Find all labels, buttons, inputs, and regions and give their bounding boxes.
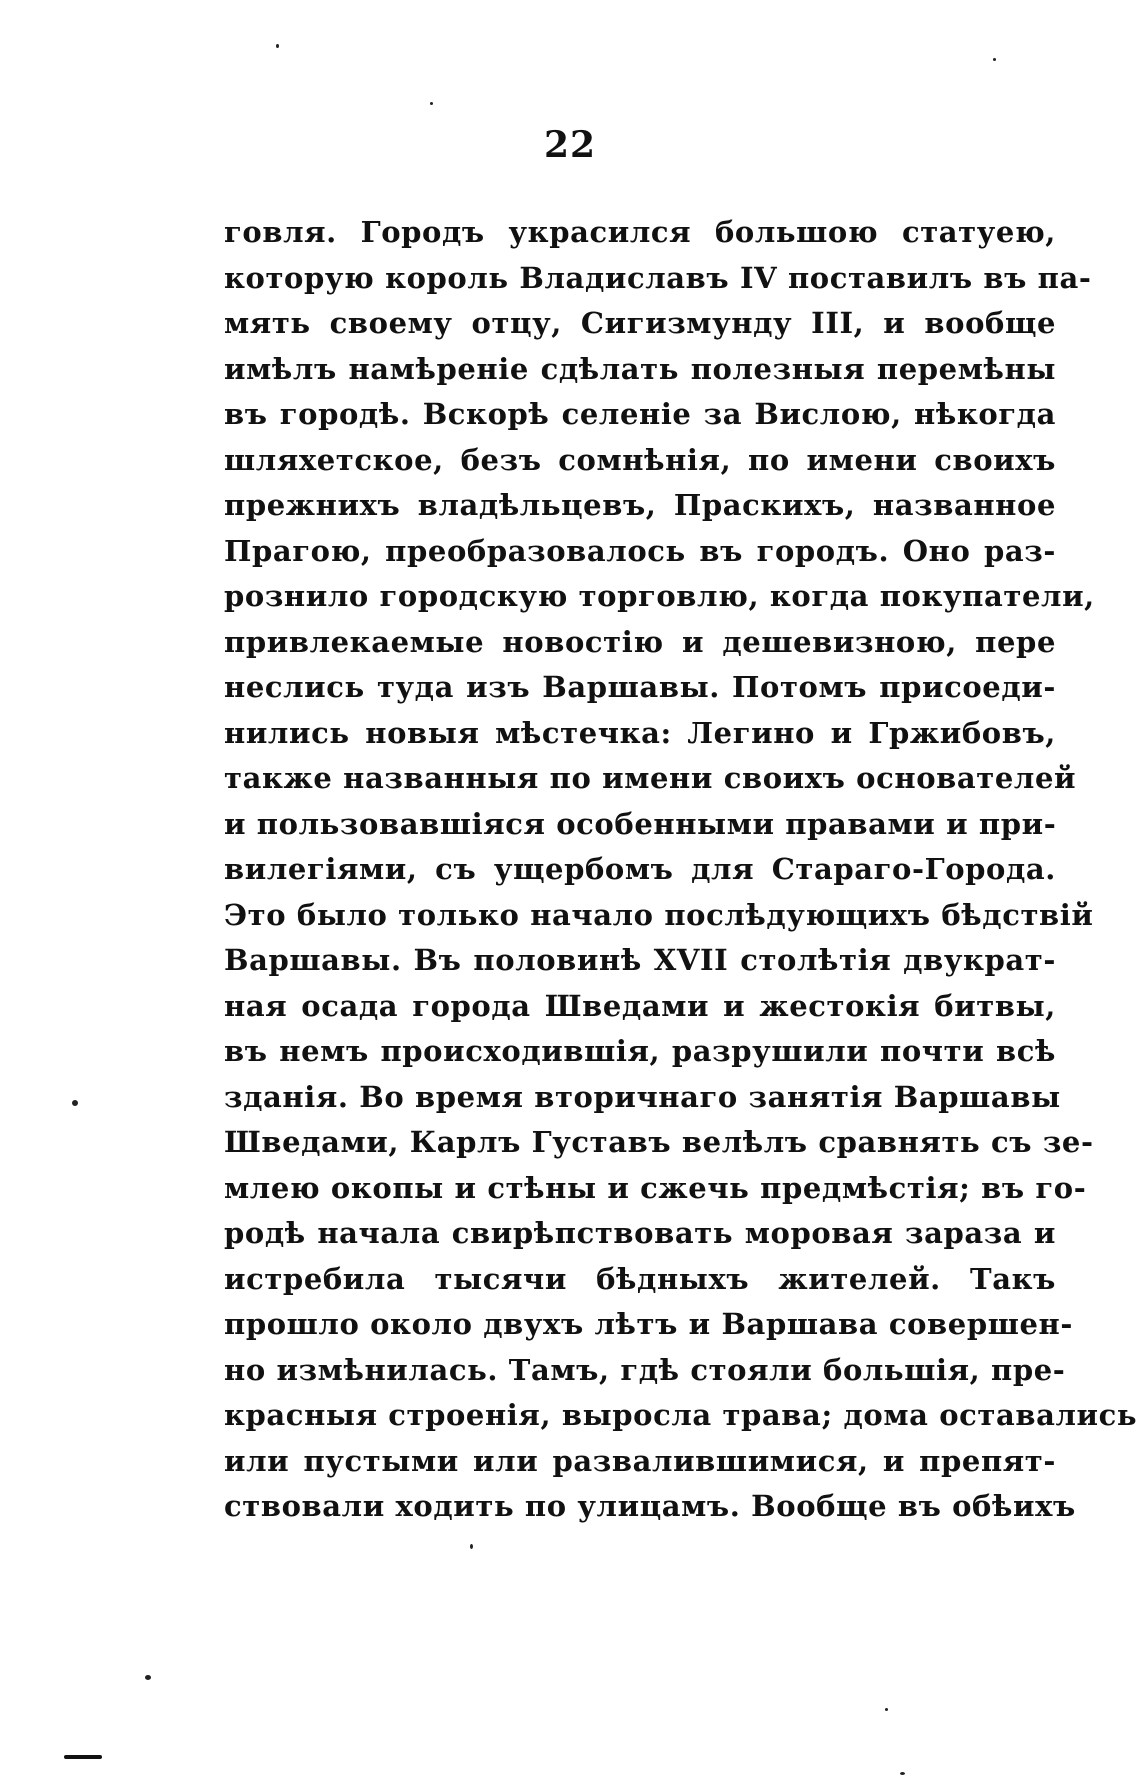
scan-speck (72, 1100, 78, 1106)
text-line: шляхетское, безъ сомнѣнія, по имени своихъ (224, 442, 1056, 477)
scan-speck (276, 44, 279, 48)
text-line: или пустыми или развалившимися, и препят- (224, 1443, 1056, 1478)
text-line: прежнихъ владѣльцевъ, Праскихъ, названное (224, 488, 1056, 522)
text-line: ная осада города Шведами и жестокія битвы, (224, 988, 1056, 1023)
text-line: зданія. Во время вторичнаго занятія Варшавы (224, 1079, 1061, 1114)
text-line: мять своему отцу, Сигизмунду III, и вообще (224, 306, 1056, 340)
text-line: имѣлъ намѣреніе сдѣлать полезныя перемѣны (224, 351, 1056, 386)
text-line: рознило городскую торговлю, когда покупатели, (224, 579, 1095, 613)
text-line: вилегіями, съ ущербомъ для Стараго-Города. (224, 852, 1056, 886)
text-line: Шведами, Карлъ Густавъ велѣлъ сравнять съ зе- (224, 1125, 1094, 1159)
scan-speck (993, 58, 996, 61)
text-line: Прагою, преобразовалось въ городъ. Оно раз- (224, 533, 1056, 568)
scan-speck (430, 102, 433, 105)
text-line: говля. Городъ украсился большою статуею, (224, 215, 1056, 249)
page-number: 22 (543, 124, 597, 166)
text-line: нились новыя мѣстечка: Легино и Гржибовъ, (224, 715, 1056, 750)
text-line: и пользовавшіяся особенными правами и при- (224, 806, 1057, 841)
text-line: ствовали ходить по улицамъ. Вообще въ обѣихъ (224, 1489, 1076, 1523)
scan-speck (470, 1544, 473, 1549)
text-line: Это было только начало послѣдующихъ бѣдствій (224, 897, 1094, 932)
body-text (224, 210, 1138, 1530)
text-line: Варшавы. Въ половинѣ XVII столѣтія двукрат- (224, 943, 1056, 977)
text-line: въ немъ происходившія, разрушили почти всѣ (224, 1034, 1056, 1068)
text-line: красныя строенія, выросла трава; дома оставались (224, 1398, 1138, 1432)
text-line: неслись туда изъ Варшавы. Потомъ присоеди- (224, 670, 1056, 704)
scan-speck (900, 1772, 905, 1775)
scan-mark (64, 1755, 102, 1759)
text-line: родѣ начала свирѣпствовать моровая зараза и (224, 1216, 1056, 1250)
scan-speck (885, 1708, 888, 1711)
text-line: истребила тысячи бѣдныхъ жителей. Такъ (224, 1261, 1056, 1296)
text-line: которую король Владиславъ IV поставилъ въ па- (224, 260, 1092, 295)
text-line: въ городѣ. Вскорѣ селеніе за Вислою, нѣкогда (224, 397, 1056, 431)
text-line: прошло около двухъ лѣтъ и Варшава совершен- (224, 1307, 1073, 1341)
scan-speck (145, 1675, 151, 1680)
text-line: привлекаемые новостію и дешевизною, пере (224, 624, 1056, 659)
text-line: также названныя по имени своихъ основателей (224, 761, 1077, 795)
text-line: млею окопы и стѣны и сжечь предмѣстія; въ го- (224, 1170, 1087, 1205)
text-line: но измѣнилась. Тамъ, гдѣ стояли большія, пре- (224, 1352, 1066, 1387)
